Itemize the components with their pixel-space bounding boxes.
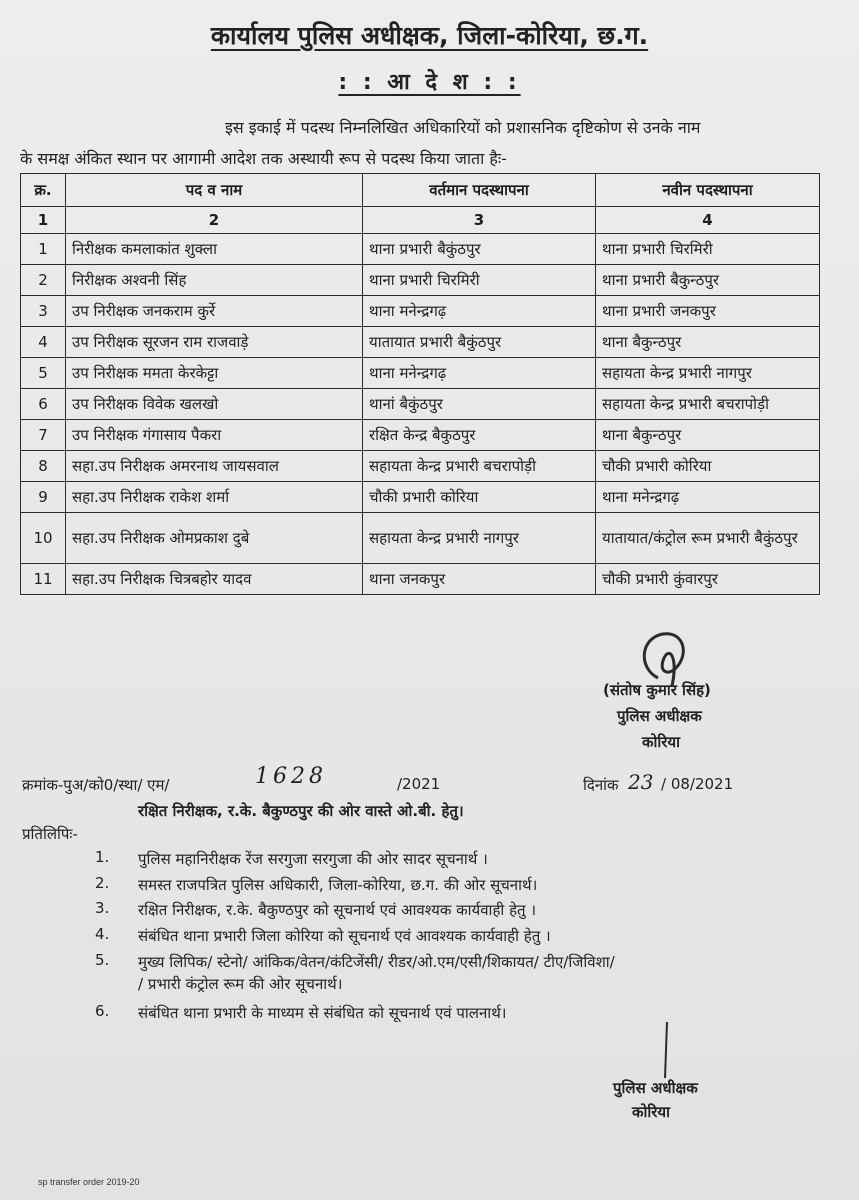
list-item-number: 6. xyxy=(95,1002,110,1020)
name-cell: उप निरीक्षक गंगासाय पैकरा xyxy=(66,420,363,451)
table-row xyxy=(21,564,820,595)
list-item-number: 2. xyxy=(95,874,110,892)
serial-cell: 1 xyxy=(21,234,66,265)
new-posting-cell: थाना प्रभारी चिरमिरी xyxy=(596,234,820,265)
serial-cell: 4 xyxy=(21,327,66,358)
serial-cell: 8 xyxy=(21,451,66,482)
name-cell: उप निरीक्षक ममता केरकेट्टा xyxy=(66,358,363,389)
name-cell: निरीक्षक अश्वनी सिंह xyxy=(66,265,363,296)
serial-cell: 10 xyxy=(21,513,66,564)
serial-cell: 6 xyxy=(21,389,66,420)
signatory-name: (संतोष कुमार सिंह) xyxy=(603,681,711,699)
serial-cell: 2 xyxy=(21,265,66,296)
serial-cell: 9 xyxy=(21,482,66,513)
new-posting-cell: चौकी प्रभारी कुंवारपुर xyxy=(596,564,820,595)
table-row xyxy=(21,234,820,265)
name-cell: सहा.उप निरीक्षक अमरनाथ जायसवाल xyxy=(66,451,363,482)
current-posting-cell: रक्षित केन्द्र बैकुठपुर xyxy=(363,420,596,451)
closing-designation: पुलिस अधीक्षक xyxy=(613,1079,698,1097)
current-posting-cell: सहायता केन्द्र प्रभारी नागपुर xyxy=(363,513,596,564)
current-posting-cell: चौकी प्रभारी कोरिया xyxy=(363,482,596,513)
name-cell: उप निरीक्षक विवेक खलखो xyxy=(66,389,363,420)
current-posting-cell: थानां बैकुंठपुर xyxy=(363,389,596,420)
intro-line-2: के समक्ष अंकित स्थान पर आगामी आदेश तक अस्थायी रूप से पदस्थ किया जाता हैः- xyxy=(20,149,507,168)
current-posting-cell: थाना मनेन्द्रगढ़ xyxy=(363,296,596,327)
serial-cell: 5 xyxy=(21,358,66,389)
copy-to-label: प्रतिलिपिः- xyxy=(22,825,78,843)
new-posting-cell: चौकी प्रभारी कोरिया xyxy=(596,451,820,482)
index-cell: 2 xyxy=(66,207,363,234)
office-title: कार्यालय पुलिस अधीक्षक, जिला-कोरिया, छ.ग. xyxy=(210,21,649,50)
table-row xyxy=(21,513,820,564)
table-row xyxy=(21,265,820,296)
reference-recipient: रक्षित निरीक्षक, र.के. बैकुण्ठपुर की ओर वास्ते ओ.बी. हेतु। xyxy=(138,802,464,820)
new-posting-cell: थाना बैकुन्ठपुर xyxy=(596,420,820,451)
serial-cell: 3 xyxy=(21,296,66,327)
list-item-number: 4. xyxy=(95,925,110,943)
list-item-number: 3. xyxy=(95,899,110,917)
list-item-number: 5. xyxy=(95,951,110,969)
date-day-handwritten: 23 xyxy=(628,770,654,794)
reference-label: क्रमांक-पुअ/को0/स्था/ एम/ xyxy=(22,776,170,794)
closing-signature-mark xyxy=(662,1020,670,1080)
name-cell: सहा.उप निरीक्षक चित्रबहोर यादव xyxy=(66,564,363,595)
name-cell: उप निरीक्षक सूरजन राम राजवाड़े xyxy=(66,327,363,358)
list-item-number: 1. xyxy=(95,848,110,866)
table-row xyxy=(21,451,820,482)
new-posting-cell: यातायात/कंट्रोल रूम प्रभारी बैकुंठपुर xyxy=(596,513,820,564)
current-posting-cell: थाना मनेन्द्रगढ़ xyxy=(363,358,596,389)
list-item-text: रक्षित निरीक्षक, र.के. बैकुण्ठपुर को सूचनार्थ एवं आवश्यक कार्यवाही हेतु । xyxy=(138,901,537,919)
current-posting-cell: थाना प्रभारी बैकुंठपुर xyxy=(363,234,596,265)
signatory-place: कोरिया xyxy=(642,733,681,751)
table-row xyxy=(21,296,820,327)
list-item-text: मुख्य लिपिक/ स्टेनो/ आंकिक/वेतन/कंटिजेंसी/ रीडर/ओ.एम/एसी/शिकायत/ टीए/जिविशा/ xyxy=(138,953,615,971)
table-row xyxy=(21,389,820,420)
current-posting-cell: यातायात प्रभारी बैकुंठपुर xyxy=(363,327,596,358)
current-posting-cell: थाना जनकपुर xyxy=(363,564,596,595)
closing-place: कोरिया xyxy=(632,1103,671,1121)
col-header-current-posting: वर्तमान पदस्थापना xyxy=(363,174,596,207)
reference-year: /2021 xyxy=(397,775,441,793)
col-header-name: पद व नाम xyxy=(66,174,363,207)
signature-mark xyxy=(628,628,708,688)
name-cell: सहा.उप निरीक्षक ओमप्रकाश दुबे xyxy=(66,513,363,564)
name-cell: निरीक्षक कमलाकांत शुक्ला xyxy=(66,234,363,265)
new-posting-cell: थाना प्रभारी बैकुन्ठपुर xyxy=(596,265,820,296)
list-item-text: समस्त राजपत्रित पुलिस अधिकारी, जिला-कोरिया, छ.ग. की ओर सूचनार्थ। xyxy=(138,876,538,894)
index-cell: 3 xyxy=(363,207,596,234)
new-posting-cell: थाना बैकुन्ठपुर xyxy=(596,327,820,358)
new-posting-cell: थाना प्रभारी जनकपुर xyxy=(596,296,820,327)
list-item-text: / प्रभारी कंट्रोल रूम की ओर सूचनार्थ। xyxy=(138,975,343,993)
table-header-row xyxy=(21,174,820,207)
new-posting-cell: सहायता केन्द्र प्रभारी नागपुर xyxy=(596,358,820,389)
new-posting-cell: सहायता केन्द्र प्रभारी बचरापोड़ी xyxy=(596,389,820,420)
list-item-text: पुलिस महानिरीक्षक रेंज सरगुजा सरगुजा की ओर सादर सूचनार्थ । xyxy=(138,850,488,868)
reference-number-handwritten: 1628 xyxy=(255,764,327,789)
table-row xyxy=(21,327,820,358)
transfer-table xyxy=(20,173,820,595)
name-cell: उप निरीक्षक जनकराम कुर्रे xyxy=(66,296,363,327)
index-cell: 1 xyxy=(21,207,66,234)
index-cell: 4 xyxy=(596,207,820,234)
serial-cell: 7 xyxy=(21,420,66,451)
current-posting-cell: थाना प्रभारी चिरमिरी xyxy=(363,265,596,296)
table-row xyxy=(21,482,820,513)
serial-cell: 11 xyxy=(21,564,66,595)
col-header-new-posting: नवीन पदस्थापना xyxy=(596,174,820,207)
intro-line-1: इस इकाई में पदस्थ निम्नलिखित अधिकारियों को प्रशासनिक दृष्टिकोण से उनके नाम xyxy=(225,118,701,137)
footer-note: sp transfer order 2019-20 xyxy=(38,1177,140,1187)
list-item-text: संबंधित थाना प्रभारी के माध्यम से संबंधित को सूचनार्थ एवं पालनार्थ। xyxy=(138,1004,507,1022)
date-label: दिनांक xyxy=(583,776,619,794)
date-month-year: / 08/2021 xyxy=(661,775,734,793)
new-posting-cell: थाना मनेन्द्रगढ़ xyxy=(596,482,820,513)
name-cell: सहा.उप निरीक्षक राकेश शर्मा xyxy=(66,482,363,513)
signatory-designation: पुलिस अधीक्षक xyxy=(617,707,702,725)
table-index-row xyxy=(21,207,820,234)
list-item-text: संबंधित थाना प्रभारी जिला कोरिया को सूचनार्थ एवं आवश्यक कार्यवाही हेतु । xyxy=(138,927,551,945)
table-row xyxy=(21,358,820,389)
current-posting-cell: सहायता केन्द्र प्रभारी बचरापोड़ी xyxy=(363,451,596,482)
order-title: : : आ दे श : : xyxy=(338,70,521,95)
col-header-serial: क्र. xyxy=(21,174,66,207)
table-row xyxy=(21,420,820,451)
